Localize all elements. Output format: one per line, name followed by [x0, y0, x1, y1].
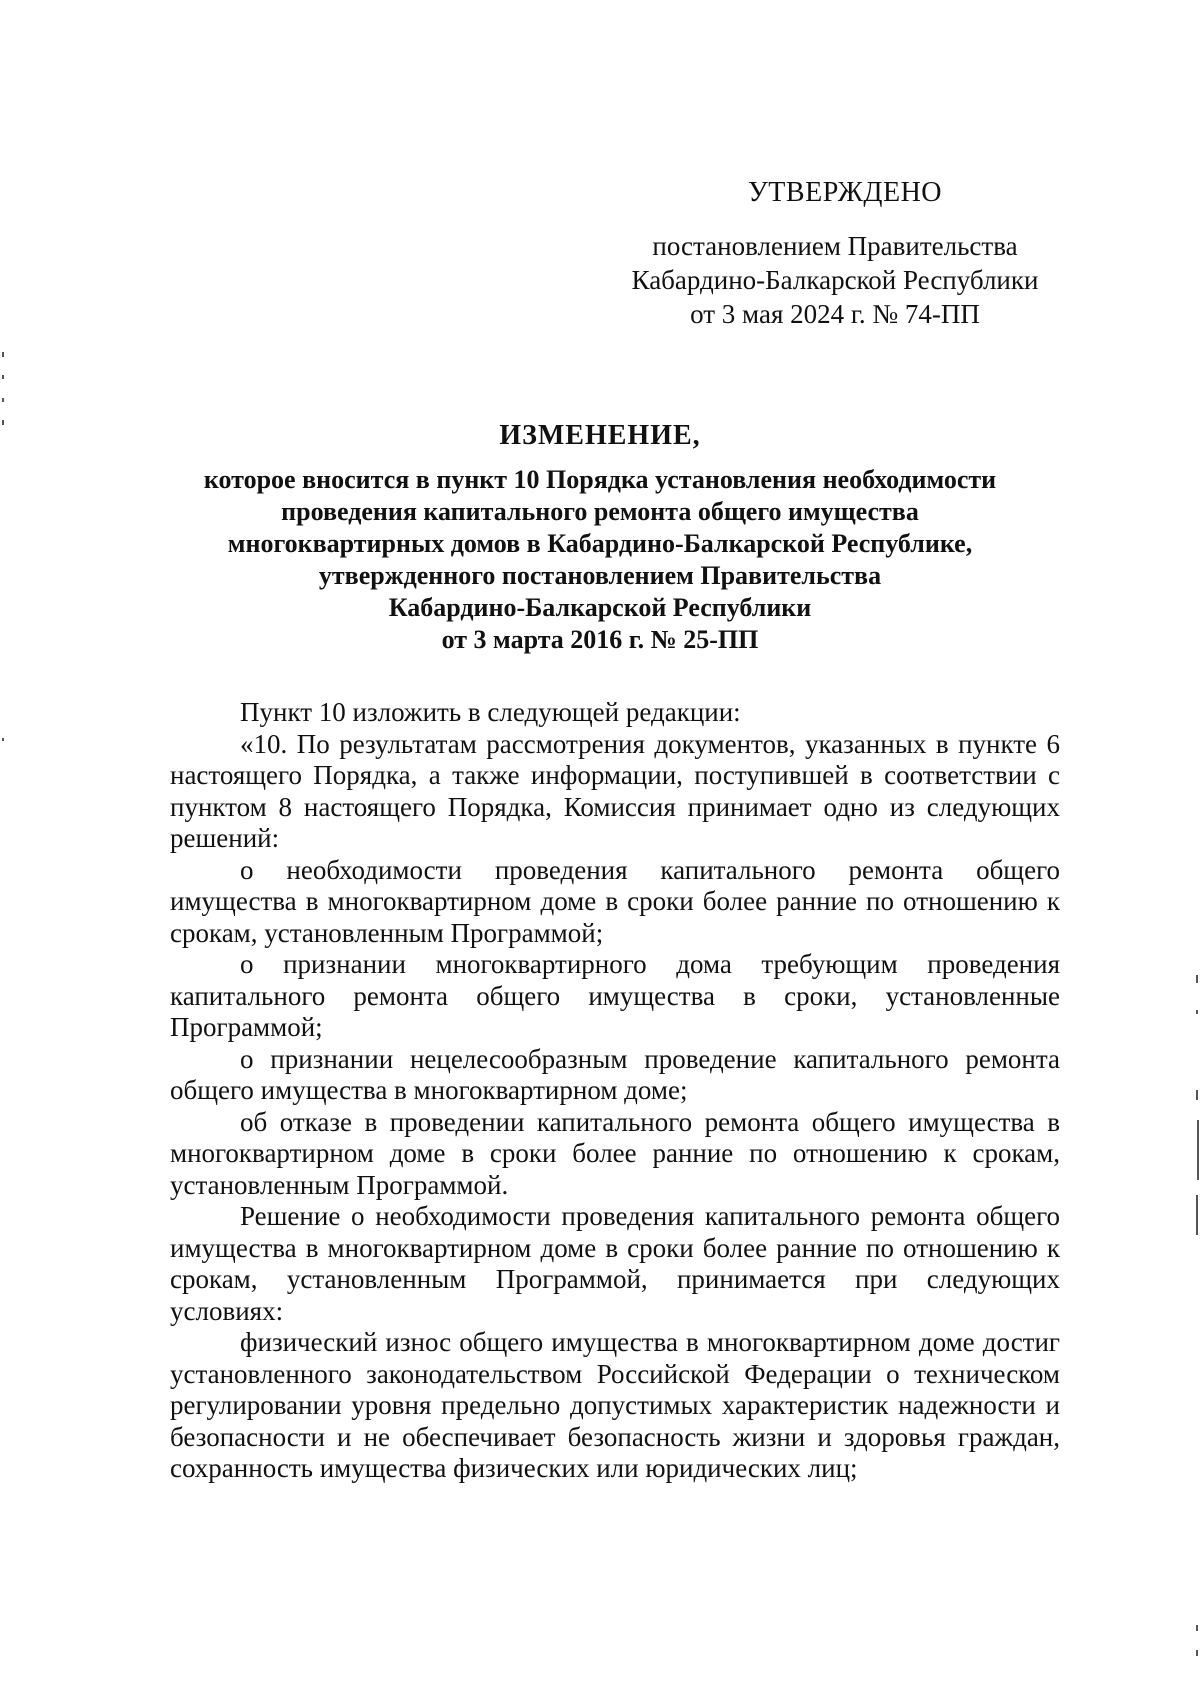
approval-line-2: Кабардино-Балкарской Республики	[631, 265, 1039, 295]
scan-artifact-right	[1196, 1650, 1198, 1656]
paragraph-condition-1: физический износ общего имущества в многоквартирном доме достиг установленного законодательством Российской Федерации о техническом регулировании уровня предельно допустимых характеристик надежности и безопасности и не обеспечивает безопасность жизни и здоровья граждан, сохранность имущества физических или юридических лиц;	[170, 1327, 1060, 1483]
scan-artifact-left	[2, 375, 4, 379]
scan-artifact-right	[1196, 1010, 1198, 1014]
heading-line-6: от 3 марта 2016 г. № 25-ПП	[441, 625, 759, 654]
approval-line-1: постановлением Правительства	[652, 231, 1018, 261]
heading-line-4: утвержденного постановлением Правительства	[318, 561, 882, 590]
scan-artifact-left	[2, 398, 4, 402]
paragraph-option-2: о признании многоквартирного дома требующим проведения капитального ремонта общего имущества в сроки, установленные Программой;	[170, 949, 1060, 1042]
paragraph-item-10: «10. По результатам рассмотрения документов, указанных в пункте 6 настоящего Порядка, а также информации, поступившей в соответствии с пунктом 8 настоящего Порядка, Комиссия принимает одно из следующих решений:	[170, 728, 1060, 853]
paragraph-intro: Пункт 10 изложить в следующей редакции:	[240, 697, 741, 727]
scan-artifact-left	[2, 738, 4, 741]
scan-artifact-left	[2, 420, 4, 425]
approval-stamp	[610, 176, 1060, 331]
scan-artifact-left	[2, 352, 4, 357]
scan-artifact-right	[1197, 1120, 1199, 1180]
heading-line-5: Кабардино-Балкарской Республики	[388, 593, 812, 622]
paragraph-option-1: о необходимости проведения капитального ремонта общего имущества в многоквартирном доме в сроки более ранние по отношению к срокам, установленным Программой;	[170, 854, 1060, 948]
scan-artifact-right	[1196, 975, 1198, 983]
heading-line-1: которое вносится в пункт 10 Порядка установления необходимости	[203, 465, 997, 494]
document-body	[170, 697, 1060, 1485]
heading-main: ИЗМЕНЕНИЕ,	[499, 420, 701, 451]
paragraph-decision: Решение о необходимости проведения капитального ремонта общего имущества в многоквартирном доме в сроки более ранние по отношению к срокам, установленным Программой, принимается при следующих условиях:	[170, 1201, 1060, 1326]
approval-line-3: от 3 мая 2024 г. № 74-ПП	[690, 299, 980, 329]
scan-artifact-right	[1196, 1625, 1198, 1631]
paragraph-option-4: об отказе в проведении капитального ремонта общего имущества в многоквартирном доме в сроки более ранние по отношению к срокам, установленным Программой.	[170, 1106, 1060, 1200]
heading-line-3: многоквартирных домов в Кабардино-Балкарской Республике,	[227, 529, 973, 558]
paragraph-option-3: о признании нецелесообразным проведение капитального ремонта общего имущества в многоквартирном доме;	[170, 1043, 1060, 1105]
approval-title: УТВЕРЖДЕНО	[747, 177, 943, 208]
document-heading	[140, 420, 1060, 656]
scan-artifact-right	[1196, 1090, 1198, 1100]
scan-artifact-right	[1196, 1195, 1198, 1235]
heading-line-2: проведения капитального ремонта общего имущества	[281, 497, 919, 526]
